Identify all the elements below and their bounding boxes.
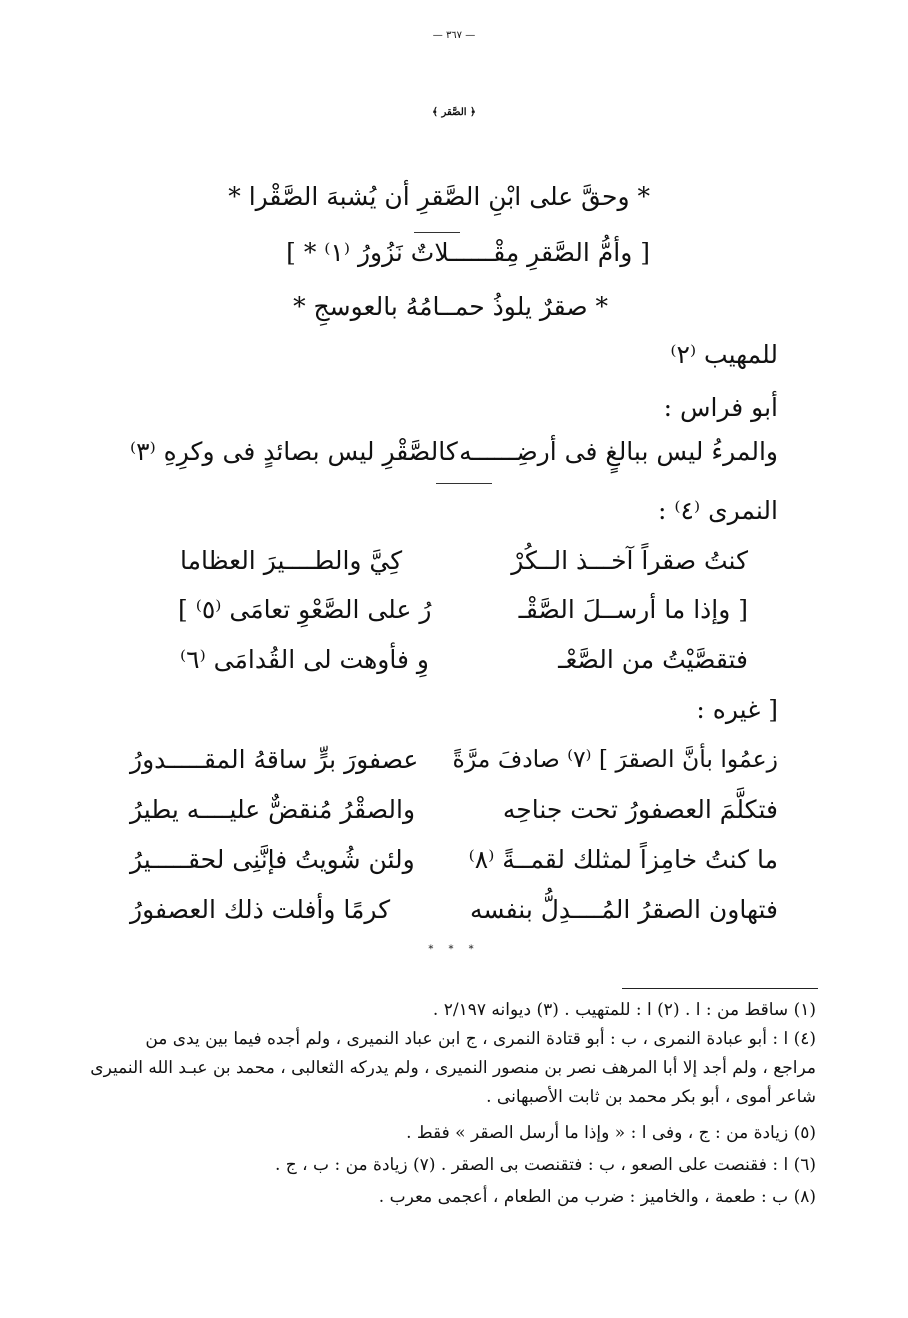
intro-line: * صقرٌ يلوذُ حمــامُهُ بالعوسجِ *	[293, 292, 608, 321]
footnote: شاعر أموى ، أبو بكر محمد بن ثابت الأصبهانى .	[486, 1087, 816, 1107]
chapter-title: ﴿ الصَّقر ﴾	[432, 107, 476, 118]
verse-second-half: كرمًا وأفلت ذلك العصفورُ	[130, 895, 391, 924]
verse-second-half: كالصَّقْرِ ليس بصائدٍ فى وكرِهِ ⁽٣⁾	[130, 437, 458, 466]
verse-second-half: والصقْرُ مُنقضٌّ عليــــه يطيرُ	[130, 795, 416, 824]
verse-first-half: والمرءُ ليس ببالغٍ فى أرضِــــــه	[459, 437, 778, 466]
intro-line: [ وأمُّ الصَّقرِ مِقْــــــلاتٌ نَزُورُ ⁽١⁾ * ]	[286, 238, 650, 267]
verse-first-half: ما كنتُ خامِزاً لمثلك لقمــةً ⁽٨⁾	[468, 845, 778, 874]
section-end-mark: * * *	[428, 944, 480, 955]
verse-first-half: فتقصَّيْتُ من الصَّعْـ	[558, 645, 748, 674]
footnote: (٥) زيادة من : ج ، وفى ا : « وإذا ما أرسل الصقر » فقط .	[406, 1123, 816, 1143]
verse-second-half: ولئن شُويتُ فإنَّنِى لحقـــــيرُ	[130, 845, 415, 874]
footnote: مراجع ، ولم أجد إلا أبا المرهف نصر بن منصور النميرى ، ولم يدركه الثعالبى ، محمد بن عبـد الله النميرى	[90, 1058, 816, 1078]
footnote: (٨) ب : طعمة ، والخاميز : ضرب من الطعام ، أعجمى معرب .	[378, 1187, 816, 1207]
poet-name: النمرى ⁽٤⁾ :	[658, 496, 778, 525]
poet-name: أبو فراس :	[663, 393, 778, 422]
footnote: (٤) ا : أبو عبادة النمرى ، ب : أبو قتادة النمرى ، ج ابن عباد النميرى ، ولم أجده فيما بين يدى من	[145, 1029, 816, 1049]
footnote-separator	[622, 988, 818, 989]
verse-first-half: [ وإذا ما أرســلَ الصَّقْـ	[518, 595, 748, 624]
intro-line: * وحقَّ على ابْنِ الصَّقرِ أن يُشبهَ الصَّقْرا *	[228, 182, 650, 211]
verse-first-half: فتهاون الصقرُ المُــــدِلُّ بنفسه	[469, 895, 778, 924]
poet-name: [ غيره :	[696, 695, 778, 724]
attribution: للمهيب ⁽٢⁾	[670, 340, 778, 369]
verse-second-half: وِ فأوهت لى القُدامَى ⁽٦⁾	[180, 645, 429, 674]
verse-second-half: كِيَّ والطــــيرَ العظاما	[180, 546, 403, 575]
verse-first-half: كنتُ صقراً آخـــذ الــكُرْ	[511, 546, 748, 575]
verse-first-half: زعمُوا بأنَّ الصقرَ ] ⁽٧⁾ صادفَ مرَّةً	[452, 745, 778, 773]
verse-second-half: عصفورَ برٍّ ساقهُ المقـــــدورُ	[130, 745, 419, 774]
decorative-rule	[436, 483, 492, 484]
page-number: — ٣٦٧ —	[432, 30, 476, 41]
footnote: (١) ساقط من : ا . (٢) ا : للمتهيب . (٣) ديوانه ٢/١٩٧ .	[432, 1000, 816, 1020]
verse-first-half: فتكلَّمَ العصفورُ تحت جناحِه	[502, 795, 778, 824]
verse-second-half: رُ على الصَّعْوِ تعامَى ⁽٥⁾ ]	[178, 595, 432, 624]
decorative-rule	[414, 232, 460, 233]
footnote: (٦) ا : فقنصت على الصعو ، ب : فتقنصت بى الصقر . (٧) زيادة من : ب ، ج .	[274, 1155, 816, 1175]
